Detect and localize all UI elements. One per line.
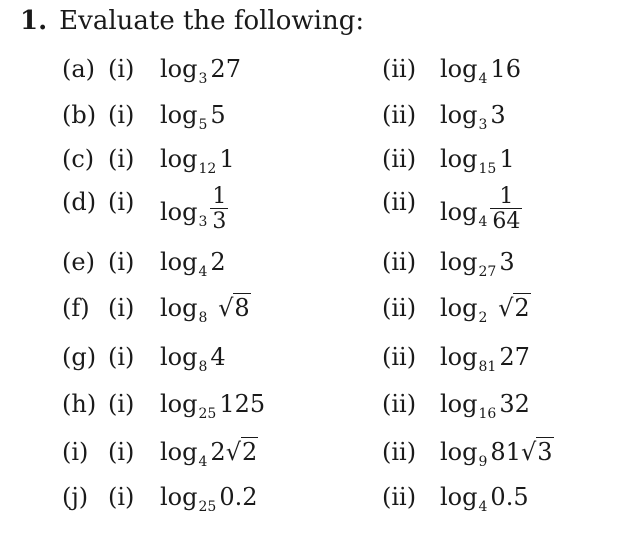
sub-label-i: (i) bbox=[108, 145, 135, 173]
log-argument: 27 bbox=[499, 343, 530, 371]
radicand: 3 bbox=[537, 438, 553, 466]
log-expression bbox=[440, 390, 530, 422]
log-base: 4 bbox=[478, 71, 488, 87]
log-expression bbox=[440, 248, 515, 280]
sub-label-ii: (ii) bbox=[382, 101, 417, 129]
sub-label-ii: (ii) bbox=[382, 390, 417, 418]
sqrt-symbol: √ bbox=[218, 294, 234, 322]
question-title bbox=[20, 6, 364, 36]
log-expression bbox=[440, 343, 530, 375]
radicand: 2 bbox=[514, 294, 530, 322]
sub-label-i: (i) bbox=[108, 248, 135, 276]
log-expression bbox=[440, 438, 554, 470]
fraction-numerator: 1 bbox=[212, 184, 227, 209]
fraction bbox=[490, 186, 522, 233]
log-word: log bbox=[160, 145, 198, 173]
log-word: log bbox=[160, 101, 198, 129]
part-letter: (h) bbox=[62, 390, 97, 418]
part-letter: (a) bbox=[62, 55, 96, 83]
part-letter: (j) bbox=[62, 483, 89, 511]
log-base: 25 bbox=[198, 499, 217, 515]
log-base: 4 bbox=[198, 264, 208, 280]
sub-label-ii: (ii) bbox=[382, 188, 417, 216]
question-text: Evaluate the following: bbox=[59, 6, 365, 36]
log-base: 3 bbox=[478, 117, 488, 133]
part-letter: (b) bbox=[62, 101, 97, 129]
square-root bbox=[498, 296, 531, 320]
sub-label-ii: (ii) bbox=[382, 343, 417, 371]
fraction-numerator: 1 bbox=[499, 184, 514, 209]
log-expression bbox=[440, 294, 531, 326]
log-word: log bbox=[160, 198, 198, 226]
sub-label-ii: (ii) bbox=[382, 55, 417, 83]
log-base: 8 bbox=[198, 359, 208, 375]
log-word: log bbox=[440, 248, 478, 276]
log-word: log bbox=[440, 483, 478, 511]
log-expression bbox=[440, 55, 521, 87]
log-expression bbox=[440, 184, 522, 237]
radicand: 8 bbox=[234, 294, 250, 322]
part-letter: (g) bbox=[62, 343, 97, 371]
log-base: 8 bbox=[198, 310, 208, 326]
exercise-row bbox=[0, 184, 620, 234]
fraction bbox=[210, 186, 228, 233]
log-argument: 3 bbox=[490, 101, 506, 129]
log-expression bbox=[160, 248, 226, 280]
exercise-row bbox=[0, 296, 620, 340]
log-argument: 0.2 bbox=[219, 483, 258, 511]
sub-label-i: (i) bbox=[108, 294, 135, 322]
log-word: log bbox=[440, 438, 478, 466]
log-base: 15 bbox=[478, 161, 497, 177]
log-argument: 3 bbox=[499, 248, 515, 276]
sub-label-i: (i) bbox=[108, 188, 135, 216]
log-base: 2 bbox=[478, 310, 488, 326]
log-expression bbox=[160, 55, 241, 87]
log-argument: 5 bbox=[210, 101, 226, 129]
sub-label-ii: (ii) bbox=[382, 145, 417, 173]
log-base: 3 bbox=[198, 71, 208, 87]
square-root bbox=[226, 440, 259, 464]
sub-label-i: (i) bbox=[108, 390, 135, 418]
log-base: 16 bbox=[478, 406, 497, 422]
sqrt-symbol: √ bbox=[225, 438, 241, 466]
sub-label-ii: (ii) bbox=[382, 438, 417, 466]
log-word: log bbox=[160, 248, 198, 276]
log-argument: 1 bbox=[499, 145, 515, 173]
log-word: log bbox=[440, 101, 478, 129]
sub-label-ii: (ii) bbox=[382, 483, 417, 511]
log-word: log bbox=[440, 55, 478, 83]
log-argument: 4 bbox=[210, 343, 226, 371]
log-argument: 27 bbox=[210, 55, 241, 83]
part-letter: (i) bbox=[62, 438, 89, 466]
fraction-denominator: 3 bbox=[212, 209, 227, 234]
log-word: log bbox=[160, 294, 198, 322]
square-root bbox=[521, 440, 554, 464]
part-letter: (e) bbox=[62, 248, 95, 276]
log-expression bbox=[160, 294, 251, 326]
log-expression bbox=[160, 390, 266, 422]
log-expression bbox=[440, 101, 506, 133]
log-word: log bbox=[160, 343, 198, 371]
log-base: 27 bbox=[478, 264, 497, 280]
exercise-row bbox=[0, 103, 620, 147]
log-base: 25 bbox=[198, 406, 217, 422]
log-word: log bbox=[440, 145, 478, 173]
log-base: 3 bbox=[198, 214, 208, 230]
log-base: 81 bbox=[478, 359, 497, 375]
sub-label-i: (i) bbox=[108, 55, 135, 83]
fraction-denominator: 64 bbox=[492, 209, 521, 234]
log-base: 4 bbox=[478, 214, 488, 230]
log-expression bbox=[160, 101, 226, 133]
log-base: 5 bbox=[198, 117, 208, 133]
log-argument: 0.5 bbox=[490, 483, 529, 511]
sub-label-ii: (ii) bbox=[382, 294, 417, 322]
log-argument: 1 bbox=[219, 145, 235, 173]
log-argument: 32 bbox=[499, 390, 530, 418]
exercise-row bbox=[0, 57, 620, 101]
log-word: log bbox=[160, 483, 198, 511]
exercise-row bbox=[0, 345, 620, 389]
exercise-row bbox=[0, 147, 620, 191]
square-root bbox=[218, 296, 251, 320]
log-argument: 16 bbox=[490, 55, 521, 83]
log-word: log bbox=[440, 198, 478, 226]
sub-label-i: (i) bbox=[108, 483, 135, 511]
sqrt-symbol: √ bbox=[498, 294, 514, 322]
sub-label-ii: (ii) bbox=[382, 248, 417, 276]
log-word: log bbox=[440, 390, 478, 418]
log-word: log bbox=[160, 55, 198, 83]
exercise-row bbox=[0, 250, 620, 294]
log-word: log bbox=[440, 343, 478, 371]
log-expression bbox=[160, 184, 228, 237]
log-word: log bbox=[160, 390, 198, 418]
log-base: 12 bbox=[198, 161, 217, 177]
coefficient: 2 bbox=[210, 438, 226, 466]
log-word: log bbox=[440, 294, 478, 322]
sub-label-i: (i) bbox=[108, 101, 135, 129]
radicand: 2 bbox=[242, 438, 258, 466]
part-letter: (d) bbox=[62, 188, 97, 216]
sub-label-i: (i) bbox=[108, 343, 135, 371]
log-base: 9 bbox=[478, 454, 488, 470]
exercise-row bbox=[0, 485, 620, 529]
log-argument: 125 bbox=[219, 390, 266, 418]
coefficient: 81 bbox=[490, 438, 521, 466]
sqrt-symbol: √ bbox=[520, 438, 537, 466]
log-expression bbox=[160, 343, 226, 375]
log-expression bbox=[440, 145, 515, 177]
part-letter: (f) bbox=[62, 294, 90, 322]
log-expression bbox=[440, 483, 529, 515]
log-expression bbox=[160, 145, 235, 177]
part-letter: (c) bbox=[62, 145, 95, 173]
question-number: 1. bbox=[20, 6, 48, 36]
log-word: log bbox=[160, 438, 198, 466]
sub-label-i: (i) bbox=[108, 438, 135, 466]
log-expression bbox=[160, 438, 258, 470]
log-base: 4 bbox=[478, 499, 488, 515]
log-argument: 2 bbox=[210, 248, 226, 276]
log-base: 4 bbox=[198, 454, 208, 470]
exercise-row bbox=[0, 440, 620, 484]
exercise-row bbox=[0, 392, 620, 436]
log-expression bbox=[160, 483, 258, 515]
